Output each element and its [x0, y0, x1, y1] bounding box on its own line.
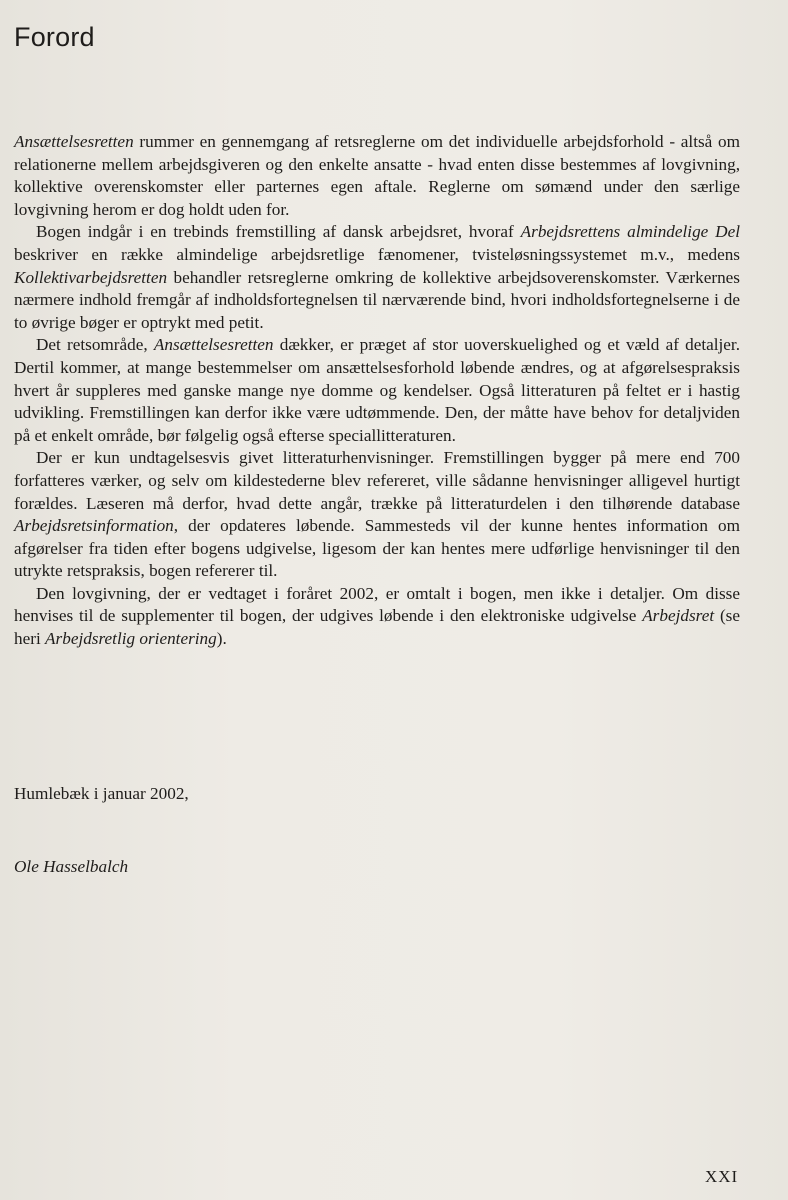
italic-title-run: Ansættelsesretten — [153, 335, 274, 355]
text-run: , der opdateres løbende. Sammesteds vil der kunne hentes information om afgørelser fra tiden efter bogens udgivelse, ligesom der kan hentes mere udførlige henvisninger til den utrykte retspraksis, bogen refererer til. — [14, 516, 740, 581]
italic-title-run: Kollektivarbejdsretten — [14, 267, 168, 287]
text-run: Bogen indgår i en trebinds fremstilling af dansk arbejdsret, hvoraf — [36, 222, 521, 242]
text-run: beskriver en række almindelige arbejdsretlige fænomener, tvisteløsningssystemet m.v., medens — [14, 244, 740, 264]
italic-title-run: Ansættelsesretten — [14, 132, 134, 151]
text-run: dækker, er præget af stor uoverskuelighed og et væld af detaljer. Dertil kommer, at mange bestemmelser om ansættelsesforhold løbende ændres, og at afgørelsespraksis hvert år suppleres med ganske mange nye domme og kendelser. Også litteraturen på feltet er i hastig udvikling. Fremstillingen kan derfor ikke være udtømmende. Den, der måtte have behov for detaljviden på et enkelt område, bør følgelig også efterse speciallitteraturen. — [14, 335, 740, 445]
page-heading: Forord — [14, 22, 95, 52]
preface-paragraph — [14, 447, 740, 583]
text-run: Den lovgivning, der er vedtaget i foråret 2002, er omtalt i bogen, men ikke i detaljer. Om disse henvises til de supplementer til bogen, der udgives løbende i den elektroniske udgivelse — [14, 583, 740, 626]
preface-paragraph — [14, 131, 740, 221]
text-run: ). — [216, 629, 227, 649]
text-run: rummer en gennemgang af retsreglerne om det individuelle arbejdsforhold - altså om relationerne mellem arbejdsgiveren og den enkelte ansatte - hvad enten disse bestemmes af lovgivning, kollektive overenskomster eller parternes egen aftale. Reglerne om sømænd under den særlige lovgivning herom er dog holdt uden for. — [14, 132, 740, 219]
preface-body — [14, 131, 740, 651]
text-run: Det retsområde, — [36, 335, 154, 355]
text-run: behandler retsreglerne omkring de kollektive arbejdsoverenskomster. Værkernes nærmere indhold fremgår af indholdsfortegnelsen til nærværende bind, hvori indholdsfortegnelserne i de to øvrige bøger er optrykt med petit. — [14, 267, 740, 332]
italic-title-run: Arbejdsrettens almindelige Del — [520, 222, 740, 242]
preface-paragraph — [14, 334, 740, 447]
italic-title-run: Arbejdsret — [642, 606, 715, 626]
italic-title-run: Arbejdsretsinformation — [14, 516, 174, 536]
preface-paragraph — [14, 583, 740, 651]
text-run: Der er kun undtagelsesvis givet litteraturhenvisninger. Fremstillingen bygger på mere end 700 forfatteres værker, og selv om kildestederne blev refereret, ville sådanne henvisninger alligevel hurtigt forældes. Læseren må derfor, hvad dette angår, trække på litteraturdelen i den tilhørende database — [14, 448, 740, 513]
page-number: XXI — [705, 1167, 739, 1186]
preface-paragraph — [14, 221, 740, 334]
text-run: (se heri — [14, 606, 740, 649]
place-date-line: Humlebæk i januar 2002, — [14, 784, 189, 803]
author-signature: Ole Hasselbalch — [14, 857, 129, 876]
italic-title-run: Arbejdsretlig orientering — [45, 629, 217, 649]
